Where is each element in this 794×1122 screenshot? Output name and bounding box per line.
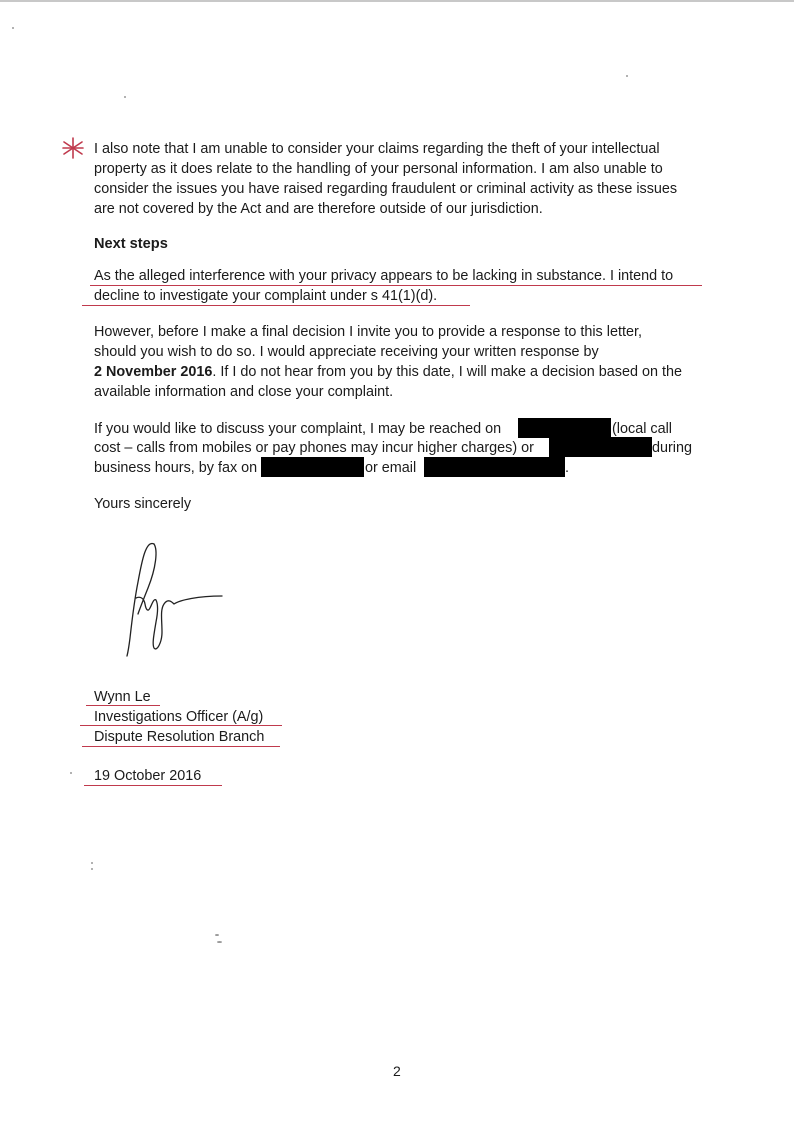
- deadline-date: 2 November 2016: [94, 364, 213, 380]
- paragraph-line: As the alleged interference with your privacy appears to be lacking in substance. I intend to: [94, 268, 674, 284]
- paragraph-line: [94, 362, 682, 382]
- closing-salutation: Yours sincerely: [94, 496, 192, 512]
- red-underline: [84, 785, 222, 786]
- red-underline: [86, 705, 160, 706]
- response-paragraph: [94, 322, 682, 402]
- signatory-branch: Dispute Resolution Branch: [94, 729, 265, 745]
- scan-speck: [124, 96, 126, 98]
- contact-line-2-end: during: [652, 440, 693, 456]
- contact-line-1-end: (local call: [612, 421, 672, 437]
- next-steps-heading: Next steps: [94, 236, 168, 252]
- asterisk-mark-icon: [62, 137, 84, 159]
- scan-speck: [217, 941, 222, 943]
- contact-line-3: business hours, by fax on: [94, 460, 258, 476]
- jurisdiction-paragraph: [94, 139, 677, 219]
- signatory-name: Wynn Le: [94, 689, 151, 705]
- red-underline: [90, 285, 702, 286]
- scan-speck: [626, 75, 628, 77]
- redacted-phone: [518, 418, 611, 438]
- paragraph-line: consider the issues you have raised regarding fraudulent or criminal activity as these issues: [94, 181, 678, 197]
- scan-speck: [12, 27, 14, 29]
- scan-speck: [70, 772, 72, 774]
- redacted-phone-alt: [549, 437, 652, 457]
- contact-line-2: cost – calls from mobiles or pay phones may incur higher charges) or: [94, 440, 534, 456]
- signatory-title: Investigations Officer (A/g): [94, 709, 264, 725]
- contact-line-3-mid: or email: [365, 460, 417, 476]
- scan-speck: [215, 934, 219, 936]
- paragraph-line: are not covered by the Act and are therefore outside of our jurisdiction.: [94, 201, 543, 217]
- page-top-edge: [0, 0, 794, 2]
- scan-speck: [91, 868, 93, 870]
- red-underline: [80, 725, 282, 726]
- deadline-continuation: . If I do not hear from you by this date, I will make a decision based on the: [212, 364, 682, 380]
- handwritten-signature: [118, 538, 230, 660]
- paragraph-line: However, before I make a final decision I invite you to provide a response to this letter,: [94, 324, 642, 340]
- contact-line-1: If you would like to discuss your complaint, I may be reached on: [94, 421, 502, 437]
- letter-date: 19 October 2016: [94, 768, 202, 784]
- paragraph-line: decline to investigate your complaint under s 41(1)(d).: [94, 288, 438, 304]
- paragraph-line: should you wish to do so. I would appreciate receiving your written response by: [94, 344, 599, 360]
- scan-speck: [91, 862, 93, 864]
- red-underline: [82, 746, 280, 747]
- red-underline: [82, 305, 470, 306]
- paragraph-line: available information and close your complaint.: [94, 384, 394, 400]
- next-steps-paragraph: [94, 266, 673, 306]
- contact-line-3-end: .: [565, 460, 569, 476]
- paragraph-line: I also note that I am unable to consider your claims regarding the theft of your intellectual: [94, 141, 660, 157]
- page-number: 2: [393, 1063, 401, 1079]
- paragraph-line: property as it does relate to the handling of your personal information. I am also unable to: [94, 161, 663, 177]
- redacted-email: [424, 457, 565, 477]
- redacted-fax: [261, 457, 364, 477]
